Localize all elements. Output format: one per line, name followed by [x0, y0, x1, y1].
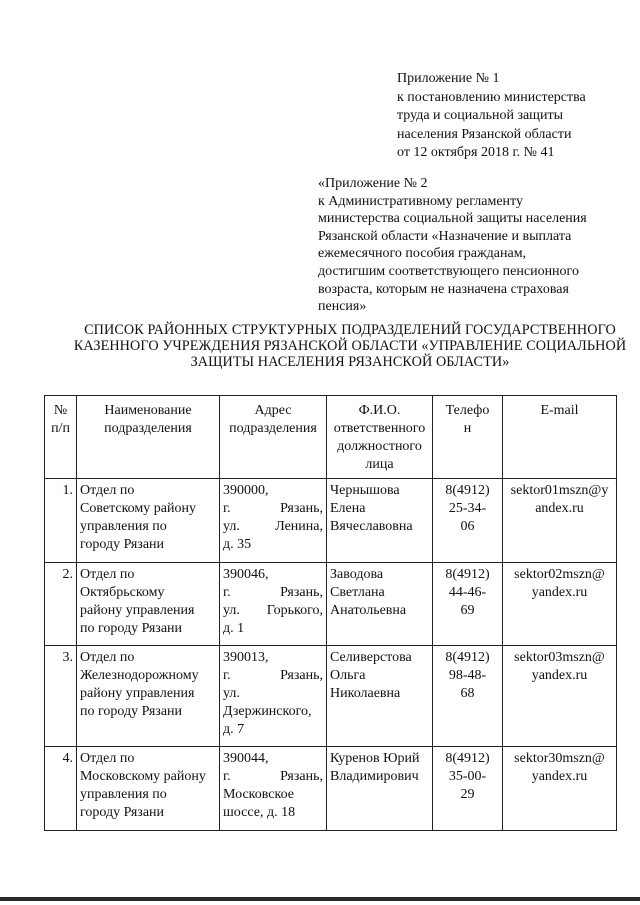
header-phone: Телефо н — [433, 396, 503, 479]
unit-name: Отдел по Московскому району управления по городу Рязани — [77, 747, 220, 831]
address-city-name: Рязань, — [280, 668, 323, 683]
table-row — [45, 563, 617, 646]
unit-address — [220, 747, 327, 831]
unit-email: sektor03mszn@ yandex.ru — [503, 646, 617, 747]
title-line: ЗАЩИТЫ НАСЕЛЕНИЯ РЯЗАНСКОЙ ОБЛАСТИ» — [190, 354, 510, 370]
row-number: 2. — [45, 563, 77, 646]
header-address: Адрес подразделения — [220, 396, 327, 479]
row-number: 3. — [45, 646, 77, 747]
appendix-1-line: Приложение № 1 — [397, 71, 500, 86]
address-rest: Московское шоссе, д. 18 — [223, 787, 296, 820]
unit-email: sektor30mszn@ yandex.ru — [503, 747, 617, 831]
address-city — [223, 768, 323, 786]
appendix-2-line: к Административному регламенту — [318, 193, 523, 209]
address-zip: 390013, — [223, 650, 269, 665]
table-header-row — [45, 396, 617, 479]
responsible-person: Заводова Светлана Анатольевна — [327, 563, 433, 646]
table-row — [45, 747, 617, 831]
appendix-2-header — [318, 175, 618, 316]
address-street — [223, 518, 323, 536]
appendix-2-line: Рязанской области «Назначение и выплата — [318, 228, 572, 244]
address-street-prefix: ул. — [223, 519, 240, 534]
title-line: КАЗЕННОГО УЧРЕЖДЕНИЯ РЯЗАНСКОЙ ОБЛАСТИ «УПРАВЛЕНИЕ СОЦИАЛЬНОЙ — [73, 338, 627, 354]
responsible-person: Селиверстова Ольга Николаевна — [327, 646, 433, 747]
address-rest: д. 35 — [223, 537, 252, 552]
unit-address — [220, 479, 327, 563]
appendix-2-line: возраста, которым не назначена страховая — [318, 281, 569, 297]
header-number: № п/п — [45, 396, 77, 479]
unit-phone: 8(4912) 98-48- 68 — [433, 646, 503, 747]
unit-phone: 8(4912) 25-34- 06 — [433, 479, 503, 563]
unit-email: sektor01mszn@y andex.ru — [503, 479, 617, 563]
appendix-1-line: труда и социальной защиты — [397, 108, 563, 123]
unit-email: sektor02mszn@ yandex.ru — [503, 563, 617, 646]
row-number: 4. — [45, 747, 77, 831]
appendix-2-line: министерства социальной защиты населения — [318, 211, 587, 227]
address-city-name: Рязань, — [280, 585, 323, 600]
responsible-person: Куренов Юрий Владимирович — [327, 747, 433, 831]
address-city-prefix: г. — [223, 585, 231, 600]
table-row — [45, 646, 617, 747]
units-table — [44, 395, 617, 831]
address-city — [223, 584, 323, 602]
address-city-prefix: г. — [223, 501, 231, 516]
unit-name: Отдел по Советскому району управления по городу Рязани — [77, 479, 220, 563]
unit-address — [220, 563, 327, 646]
address-zip: 390044, — [223, 751, 269, 766]
appendix-1-line: к постановлению министерства — [397, 89, 586, 105]
address-city-prefix: г. — [223, 668, 231, 683]
unit-name: Отдел по Октябрьскому району управления по городу Рязани — [77, 563, 220, 646]
document-title — [70, 322, 630, 370]
unit-name: Отдел по Железнодорожному району управления по городу Рязани — [77, 646, 220, 747]
address-street-prefix: ул. — [223, 603, 240, 618]
responsible-person: Чернышова Елена Вячеславовна — [327, 479, 433, 563]
header-email: E-mail — [503, 396, 617, 479]
unit-phone: 8(4912) 44-46- 69 — [433, 563, 503, 646]
appendix-1-header — [397, 70, 607, 163]
unit-address — [220, 646, 327, 747]
appendix-2-line: достигшим соответствующего пенсионного — [318, 263, 579, 279]
address-street-prefix: ул. — [223, 686, 240, 701]
appendix-2-line: пенсия» — [318, 299, 367, 315]
address-rest: Дзержинского, д. 7 — [223, 704, 312, 737]
title-line: СПИСОК РАЙОННЫХ СТРУКТУРНЫХ ПОДРАЗДЕЛЕНИЙ ГОСУДАРСТВЕННОГО — [84, 322, 616, 338]
appendix-2-line: ежемесячного пособия гражданам, — [318, 246, 527, 262]
header-responsible-person: Ф.И.О. ответственного должностного лица — [327, 396, 433, 479]
address-rest: д. 1 — [223, 621, 245, 636]
address-street-name: Горького, — [266, 603, 323, 618]
address-city-name: Рязань, — [280, 769, 323, 784]
unit-phone: 8(4912) 35-00- 29 — [433, 747, 503, 831]
address-city — [223, 500, 323, 518]
appendix-2-line: «Приложение № 2 — [318, 176, 428, 191]
address-city-name: Рязань, — [280, 501, 323, 516]
address-zip: 390046, — [223, 567, 269, 582]
scan-bottom-edge — [0, 897, 640, 901]
address-street — [223, 602, 323, 620]
address-street-name: Ленина, — [275, 519, 323, 534]
row-number: 1. — [45, 479, 77, 563]
address-city-prefix: г. — [223, 769, 231, 784]
appendix-1-line: от 12 октября 2018 г. № 41 — [397, 145, 555, 160]
header-unit-name: Наименование подразделения — [77, 396, 220, 479]
table-row — [45, 479, 617, 563]
address-zip: 390000, — [223, 483, 269, 498]
address-city — [223, 667, 323, 685]
appendix-1-line: населения Рязанской области — [397, 126, 572, 142]
